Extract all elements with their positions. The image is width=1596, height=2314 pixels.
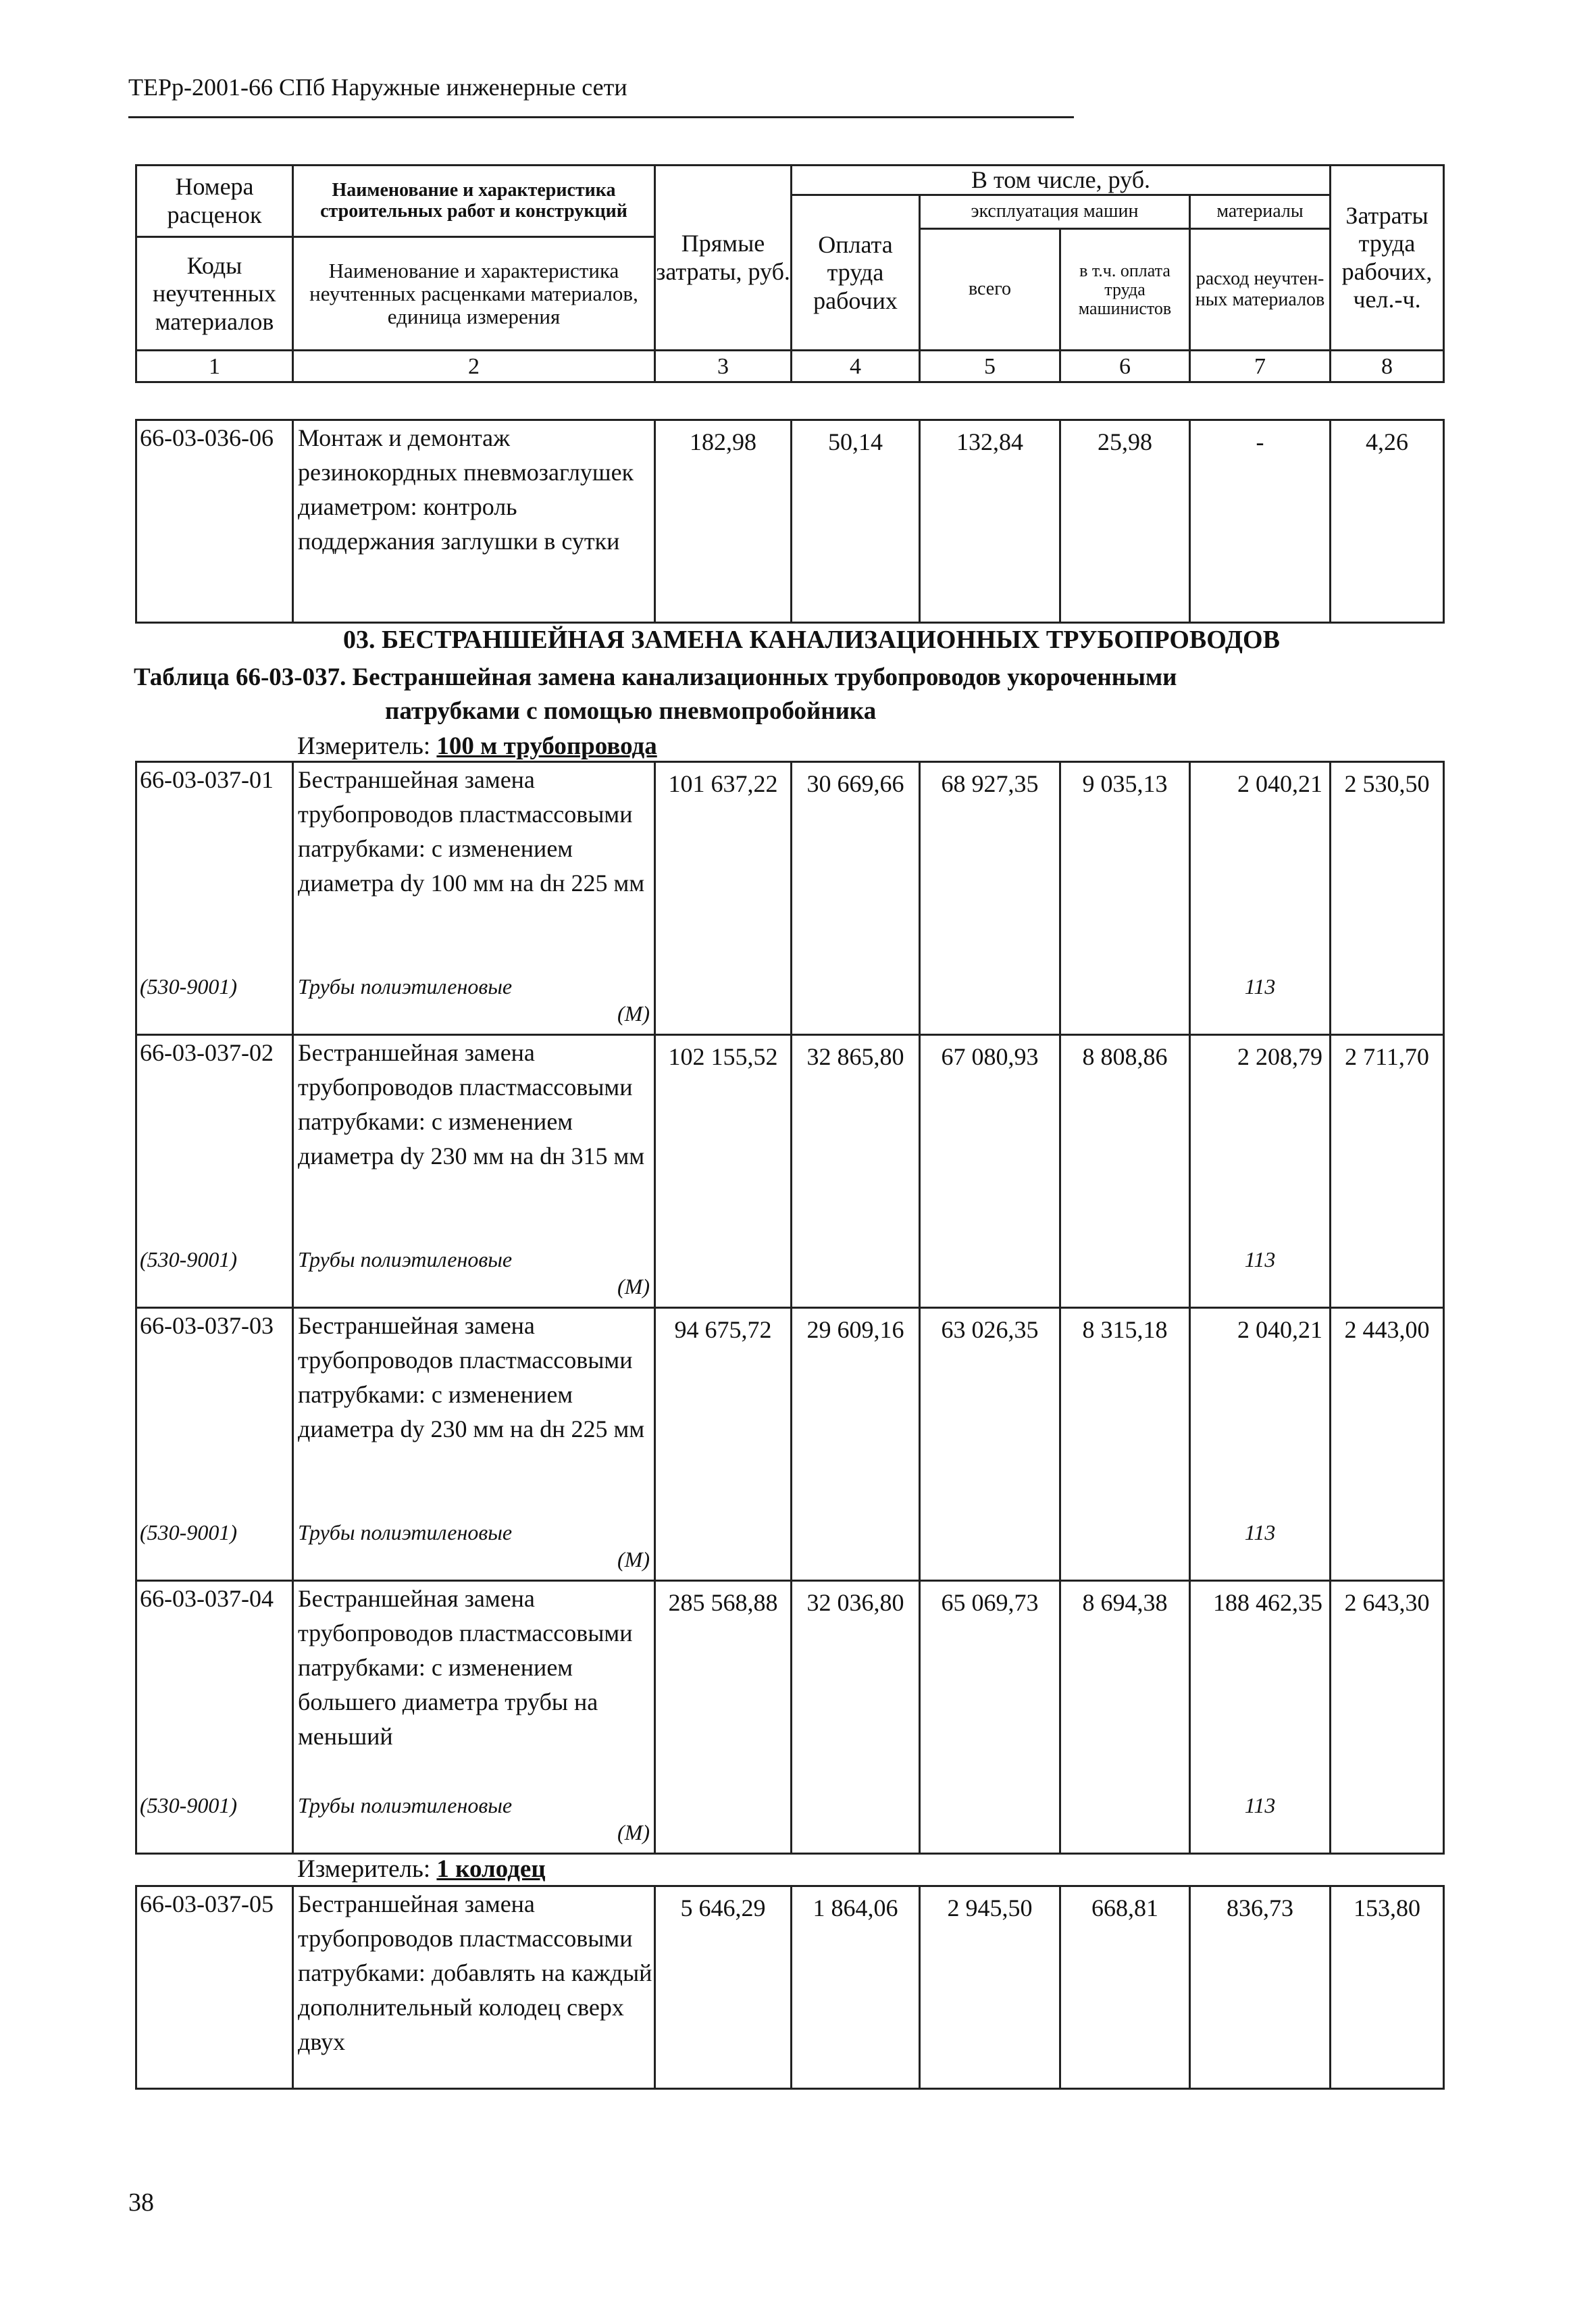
empty-cell (655, 1246, 792, 1308)
empty-cell (792, 1246, 920, 1308)
table-row (136, 1581, 1444, 1792)
empty-cell (655, 1792, 792, 1854)
material-quantity: 113 (1190, 1792, 1331, 1854)
material-row (136, 1519, 1444, 1581)
materials-cost: 188 462,35 (1190, 1581, 1331, 1792)
material-row (136, 1246, 1444, 1308)
table-row (136, 1035, 1444, 1246)
header-num-8: 8 (1331, 351, 1444, 382)
materials-cost: 836,73 (1190, 1886, 1331, 2089)
labor-hours: 2 443,00 (1331, 1308, 1444, 1519)
empty-cell (920, 1519, 1060, 1581)
material-name-cell (293, 1519, 655, 1581)
rate-code: 66-03-036-06 (136, 420, 293, 623)
direct-cost: 5 646,29 (655, 1886, 792, 2089)
empty-cell (655, 1519, 792, 1581)
table-row (136, 762, 1444, 973)
material-unit: (М) (617, 1274, 650, 1299)
machine-total: 65 069,73 (920, 1581, 1060, 1792)
rates-table (135, 761, 1445, 1855)
material-row (136, 1792, 1444, 1854)
empty-cell (1331, 1792, 1444, 1854)
header-num-3: 3 (655, 351, 792, 382)
column-header-table (135, 164, 1445, 383)
material-unit: (М) (617, 1001, 650, 1026)
header-num-5: 5 (920, 351, 1060, 382)
rate-code: 66-03-037-04 (136, 1581, 293, 1792)
material-name: Трубы полиэтиленовые (298, 974, 513, 999)
measure-label: Измеритель: (297, 1855, 431, 1883)
machine-total: 2 945,50 (920, 1886, 1060, 2089)
header-col8: Затраты труда рабочих, чел.-ч. (1331, 166, 1444, 351)
measure-value: 100 м трубопровода (436, 732, 657, 760)
material-name: Трубы полиэтиленовые (298, 1519, 513, 1544)
header-num-2: 2 (293, 351, 655, 382)
machinist-pay: 8 694,38 (1060, 1581, 1190, 1792)
machine-total: 68 927,35 (920, 762, 1060, 973)
rate-code: 66-03-037-01 (136, 762, 293, 973)
labor-hours: 2 643,30 (1331, 1581, 1444, 1792)
material-unit: (М) (617, 1819, 650, 1844)
header-num-1: 1 (136, 351, 293, 382)
material-name-cell (293, 1792, 655, 1854)
materials-cost: 2 040,21 (1190, 1308, 1331, 1519)
materials-cost: 2 208,79 (1190, 1035, 1331, 1246)
table-caption-line2: патрубками с помощью пневмопробойника (385, 697, 877, 725)
materials-cost: 2 040,21 (1190, 762, 1331, 973)
header-col2-bottom: Наименование и характеристика неучтенных расценками материалов, единица измерения (293, 237, 655, 351)
table-row (136, 1886, 1444, 2089)
header-num-6: 6 (1060, 351, 1190, 382)
direct-cost: 102 155,52 (655, 1035, 792, 1246)
header-num-4: 4 (792, 351, 920, 382)
header-materials: материалы (1190, 195, 1331, 229)
material-code: (530-9001) (136, 1246, 293, 1308)
labor-pay: 29 609,16 (792, 1308, 920, 1519)
rate-code: 66-03-037-05 (136, 1886, 293, 2089)
empty-cell (1060, 1792, 1190, 1854)
previous-table (135, 419, 1445, 624)
material-code: (530-9001) (136, 1792, 293, 1854)
empty-cell (1060, 1246, 1190, 1308)
header-col6: в т.ч. оплата труда машинистов (1060, 229, 1190, 351)
header-group: В том числе, руб. (792, 166, 1331, 195)
machinist-pay: 668,81 (1060, 1886, 1190, 2089)
manhole-table (135, 1885, 1445, 2090)
empty-cell (1331, 1246, 1444, 1308)
empty-cell (1060, 1519, 1190, 1581)
material-quantity: 113 (1190, 1519, 1331, 1581)
machine-total: 63 026,35 (920, 1308, 1060, 1519)
material-quantity: 113 (1190, 973, 1331, 1035)
machine-total: 132,84 (920, 420, 1060, 623)
labor-pay: 30 669,66 (792, 762, 920, 973)
rate-description: Монтаж и демонтаж резинокордных пневмозаглушек диаметром: контроль поддержания заглушки в сутки (293, 420, 655, 623)
measure-unit-2 (297, 1855, 546, 1884)
material-code: (530-9001) (136, 1519, 293, 1581)
empty-cell (792, 973, 920, 1035)
measure-value: 1 колодец (436, 1855, 546, 1883)
empty-cell (920, 1792, 1060, 1854)
rate-code: 66-03-037-02 (136, 1035, 293, 1246)
table-caption-line1: Таблица 66-03-037. Бестраншейная замена канализационных трубопроводов укороченными (134, 663, 1177, 691)
material-unit: (М) (617, 1546, 650, 1571)
labor-hours: 4,26 (1331, 420, 1444, 623)
page-header: ТЕРр-2001-66 СПб Наружные инженерные сети (128, 74, 627, 101)
machinist-pay: 8 315,18 (1060, 1308, 1190, 1519)
rate-description: Бестраншейная замена трубопроводов пластмассовыми патрубками: с изменением диаметра dy 230 мм на dн 225 мм (293, 1308, 655, 1519)
header-col5: всего (920, 229, 1060, 351)
rate-description: Бестраншейная замена трубопроводов пластмассовыми патрубками: с изменением диаметра dy 100 мм на dн 225 мм (293, 762, 655, 973)
header-col1-top: Номера расценок (136, 166, 293, 237)
rate-code: 66-03-037-03 (136, 1308, 293, 1519)
measure-unit-1 (297, 732, 657, 761)
empty-cell (792, 1792, 920, 1854)
labor-hours: 153,80 (1331, 1886, 1444, 2089)
empty-cell (1331, 973, 1444, 1035)
labor-pay: 32 036,80 (792, 1581, 920, 1792)
materials-cost: - (1190, 420, 1331, 623)
empty-cell (1060, 973, 1190, 1035)
header-col4: Оплата труда рабочих (792, 195, 920, 351)
material-name: Трубы полиэтиленовые (298, 1792, 513, 1817)
empty-cell (920, 1246, 1060, 1308)
machinist-pay: 9 035,13 (1060, 762, 1190, 973)
empty-cell (1331, 1519, 1444, 1581)
material-row (136, 973, 1444, 1035)
table-row (136, 420, 1444, 623)
direct-cost: 94 675,72 (655, 1308, 792, 1519)
direct-cost: 285 568,88 (655, 1581, 792, 1792)
direct-cost: 101 637,22 (655, 762, 792, 973)
header-rule (128, 116, 1074, 118)
header-col2-top: Наименование и характеристика строительных работ и конструкций (293, 166, 655, 237)
header-num-7: 7 (1190, 351, 1331, 382)
page-number: 38 (128, 2188, 154, 2217)
labor-pay: 1 864,06 (792, 1886, 920, 2089)
machinist-pay: 25,98 (1060, 420, 1190, 623)
header-col3: Прямые затраты, руб. (655, 166, 792, 351)
header-machines: эксплуатация машин (920, 195, 1190, 229)
material-code: (530-9001) (136, 973, 293, 1035)
labor-pay: 32 865,80 (792, 1035, 920, 1246)
header-col1-bottom: Коды неучтенных материалов (136, 237, 293, 351)
empty-cell (655, 973, 792, 1035)
empty-cell (920, 973, 1060, 1035)
material-name: Трубы полиэтиленовые (298, 1247, 513, 1272)
labor-hours: 2 530,50 (1331, 762, 1444, 973)
empty-cell (792, 1519, 920, 1581)
direct-cost: 182,98 (655, 420, 792, 623)
rate-description: Бестраншейная замена трубопроводов пластмассовыми патрубками: добавлять на каждый дополнительный колодец сверх двух (293, 1886, 655, 2089)
table-row (136, 1308, 1444, 1519)
header-col7: расход неучтен-ных материалов (1190, 229, 1331, 351)
table-caption (134, 661, 1349, 728)
section-title: 03. БЕСТРАНШЕЙНАЯ ЗАМЕНА КАНАЛИЗАЦИОННЫХ ТРУБОПРОВОДОВ (343, 626, 1280, 654)
labor-pay: 50,14 (792, 420, 920, 623)
material-name-cell (293, 973, 655, 1035)
rate-description: Бестраншейная замена трубопроводов пластмассовыми патрубками: с изменением большего диаметра трубы на меньший (293, 1581, 655, 1792)
rate-description: Бестраншейная замена трубопроводов пластмассовыми патрубками: с изменением диаметра dy 230 мм на dн 315 мм (293, 1035, 655, 1246)
machine-total: 67 080,93 (920, 1035, 1060, 1246)
machinist-pay: 8 808,86 (1060, 1035, 1190, 1246)
labor-hours: 2 711,70 (1331, 1035, 1444, 1246)
measure-label: Измеритель: (297, 732, 431, 760)
material-quantity: 113 (1190, 1246, 1331, 1308)
material-name-cell (293, 1246, 655, 1308)
